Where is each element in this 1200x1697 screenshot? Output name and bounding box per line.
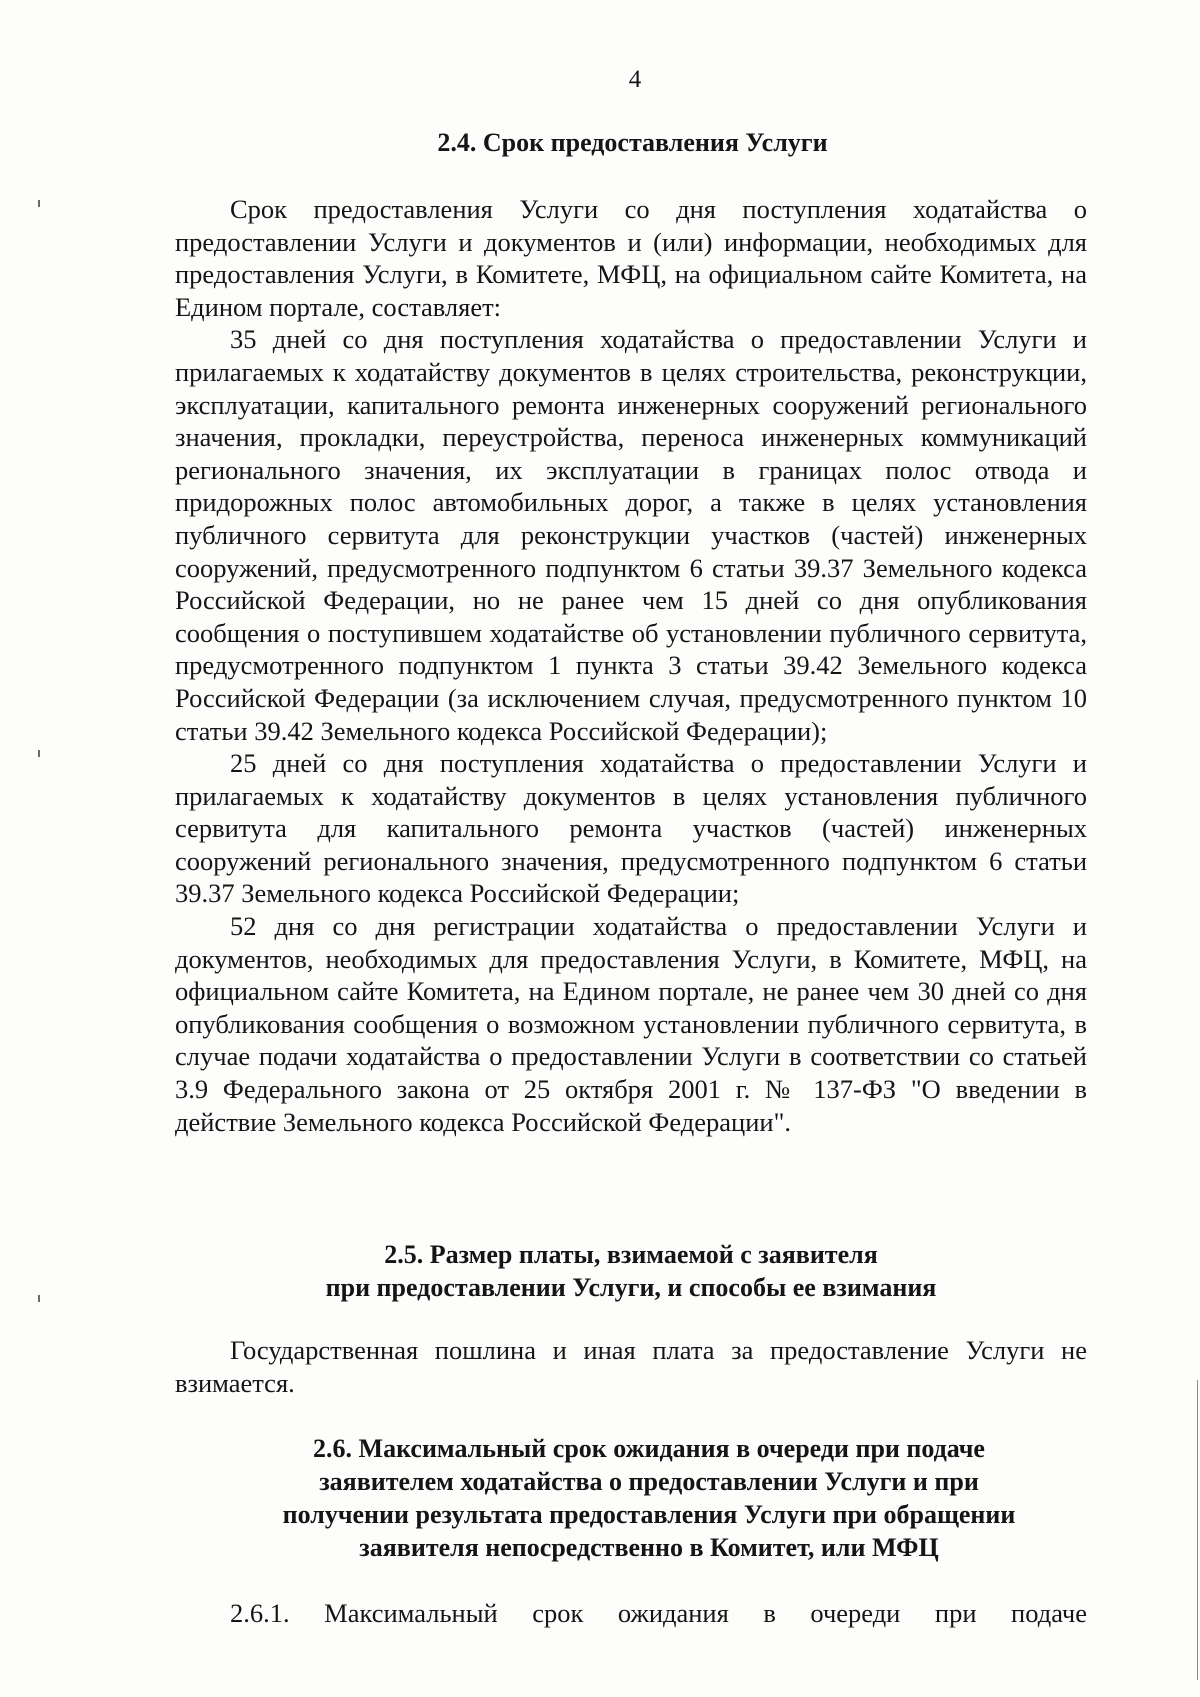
paragraph-term-52-days: 52 дня со дня регистрации ходатайства о предоставлении Услуги и документов, необходимых для предоставления Услуги, в Комитете, МФЦ, на официальном сайте Комитета, на Едином портале, не ранее чем 30 дней со дня опубликования сообщения о возможном установлении публичного сервитута, в случае подачи ходатайства о предоставлении Услуги в соответствии со статьей 3.9 Федерального закона от 25 октября 2001 г. № 137-ФЗ "О введении в действие Земельного кодекса Российской Федерации".: [175, 911, 1087, 1137]
section-2-6-title-line: 2.6. Максимальный срок ожидания в очереди при подаче: [313, 1434, 985, 1463]
section-2-6-title-line: получении результата предоставления Услуги при обращении: [282, 1500, 1016, 1529]
paragraph-fee: Государственная пошлина и иная плата за предоставление Услуги не взимается.: [175, 1335, 1087, 1398]
scan-artifact-mark: [38, 200, 40, 207]
paragraph-term-25-days: 25 дней со дня поступления ходатайства о предоставлении Услуги и прилагаемых к ходатайству документов в целях установления публичного сервитута для капитального ремонта участков (частей) инженерных сооружений регионального значения, предусмотренного подпунктом 6 статьи 39.37 Земельного кодекса Российской Федерации;: [175, 748, 1087, 909]
scan-edge-line: [1197, 1380, 1198, 1680]
paragraph-2-6-1-start: 2.6.1. Максимальный срок ожидания в очереди при подаче: [230, 1598, 1087, 1628]
section-2-5-title-line: при предоставлении Услуги, и способы ее взимания: [325, 1273, 937, 1302]
section-2-6-heading: [175, 1432, 1123, 1564]
section-2-5-body: [175, 1334, 1087, 1399]
section-2-5-heading: [175, 1238, 1087, 1304]
paragraph-term-intro: Срок предоставления Услуги со дня поступления ходатайства о предоставлении Услуги и документов и (или) информации, необходимых для предоставления Услуги, в Комитете, МФЦ, на официальном сайте Комитета, на Едином портале, составляет:: [175, 194, 1087, 322]
paragraph-term-35-days: 35 дней со дня поступления ходатайства о предоставлении Услуги и прилагаемых к ходатайству документов в целях строительства, реконструкции, эксплуатации, капитального ремонта инженерных сооружений регионального значения, прокладки, переустройства, переноса инженерных коммуникаций регионального значения, их эксплуатации в границах полос отвода и придорожных полос автомобильных дорог, а также в целях установления публичного сервитута для реконструкции участков (частей) инженерных сооружений, предусмотренного подпунктом 6 статьи 39.37 Земельного кодекса Российской Федерации, но не ранее чем 15 дней со дня опубликования сообщения о поступившем ходатайстве об установлении публичного сервитута, предусмотренного подпунктом 1 пункта 3 статьи 39.42 Земельного кодекса Российской Федерации (за исключением случая, предусмотренного пунктом 10 статьи 39.42 Земельного кодекса Российской Федерации);: [175, 324, 1087, 746]
section-2-4-body: [175, 193, 1087, 1138]
page-number: 4: [628, 66, 642, 93]
section-2-5-title-line: 2.5. Размер платы, взимаемой с заявителя: [384, 1240, 878, 1269]
section-2-4-heading: [175, 126, 1090, 159]
scan-artifact-mark: [38, 750, 40, 757]
section-2-6-title-line: заявителем ходатайства о предоставлении Услуги и при: [319, 1467, 979, 1496]
section-2-4-title: 2.4. Срок предоставления Услуги: [437, 128, 828, 157]
scan-artifact-mark: [38, 1295, 40, 1302]
section-2-6-title-line: заявителя непосредственно в Комитет, или МФЦ: [359, 1533, 939, 1562]
